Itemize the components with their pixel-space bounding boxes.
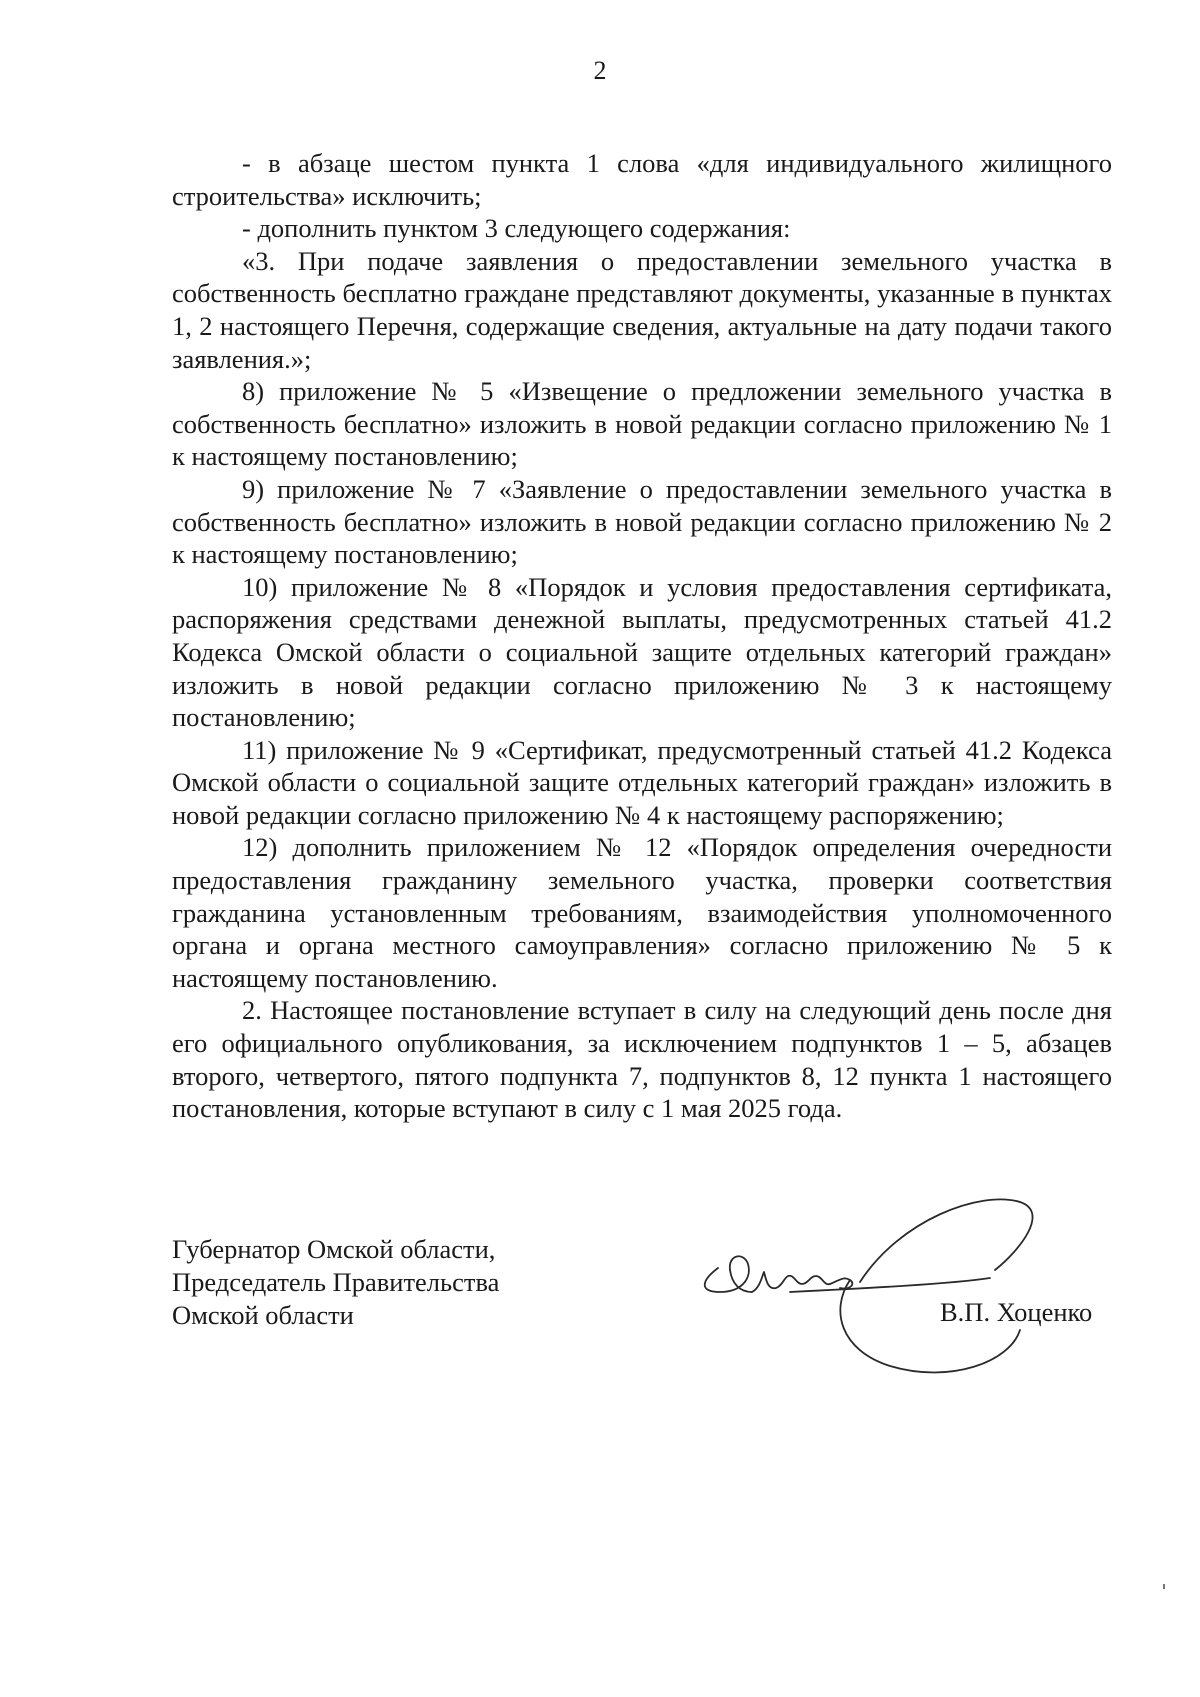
paragraph-9: 2. Настоящее постановление вступает в силу на следующий день после дня его официального опубликования, за исключением подпунктов 1 – 5, абзацев второго, четвертого, пятого подпункта 7, подпунктов 8, 12 пункта 1 настоящего постановления, которые вступают в силу с 1 мая 2025 года.	[172, 995, 1112, 1124]
paragraph-4: 8) приложение № 5 «Извещение о предложении земельного участка в собственность бесплатно» изложить в новой редакции согласно приложению № 1 к настоящему постановлению;	[172, 376, 1112, 472]
handwritten-signature	[690, 1180, 1070, 1400]
signatory-position-line-1: Губернатор Омской области,	[172, 1234, 496, 1264]
paragraph-5: 9) приложение № 7 «Заявление о предоставлении земельного участка в собственность бесплатно» изложить в новой редакции согласно приложению № 2 к настоящему постановлению;	[172, 473, 1112, 570]
signatory-position	[172, 1233, 499, 1332]
page-number: 2	[593, 56, 607, 85]
signatory-name: В.П. Хоценко	[940, 1297, 1093, 1327]
paragraph-8: 12) дополнить приложением № 12 «Порядок определения очередности предоставления гражданину земельного участка, проверки соответствия гражданина установленным требованиям, взаимодействия уполномоченного органа и органа местного самоуправления» согласно приложению № 5 к настоящему постановлению.	[172, 832, 1112, 993]
paragraph-7: 11) приложение № 9 «Сертификат, предусмотренный статьей 41.2 Кодекса Омской области о социальной защите отдельных категорий граждан» изложить в новой редакции согласно приложению № 4 к настоящему распоряжению;	[172, 734, 1112, 830]
paragraph-1: - в абзаце шестом пункта 1 слова «для индивидуального жилищного строительства» исключить;	[172, 148, 1112, 211]
paragraph-2: - дополнить пунктом 3 следующего содержания:	[242, 213, 791, 244]
signatory-position-line-3: Омской области	[172, 1300, 354, 1330]
scan-artifact	[1163, 1584, 1165, 1589]
paragraph-3: «3. При подаче заявления о предоставлении земельного участка в собственность бесплатно граждане представляют документы, указанные в пунктах 1, 2 настоящего Перечня, содержащие сведения, актуальные на дату подачи такого заявления.»;	[172, 245, 1112, 374]
signatory-position-line-2: Председатель Правительства	[172, 1267, 500, 1297]
paragraph-6: 10) приложение № 8 «Порядок и условия предоставления сертификата, распоряжения средствами денежной выплаты, предусмотренных статьей 41.2 Кодекса Омской области о социальной защите отдельных категорий граждан» изложить в новой редакции согласно приложению № 3 к настоящему постановлению;	[172, 571, 1112, 733]
document-body	[172, 147, 1112, 1125]
